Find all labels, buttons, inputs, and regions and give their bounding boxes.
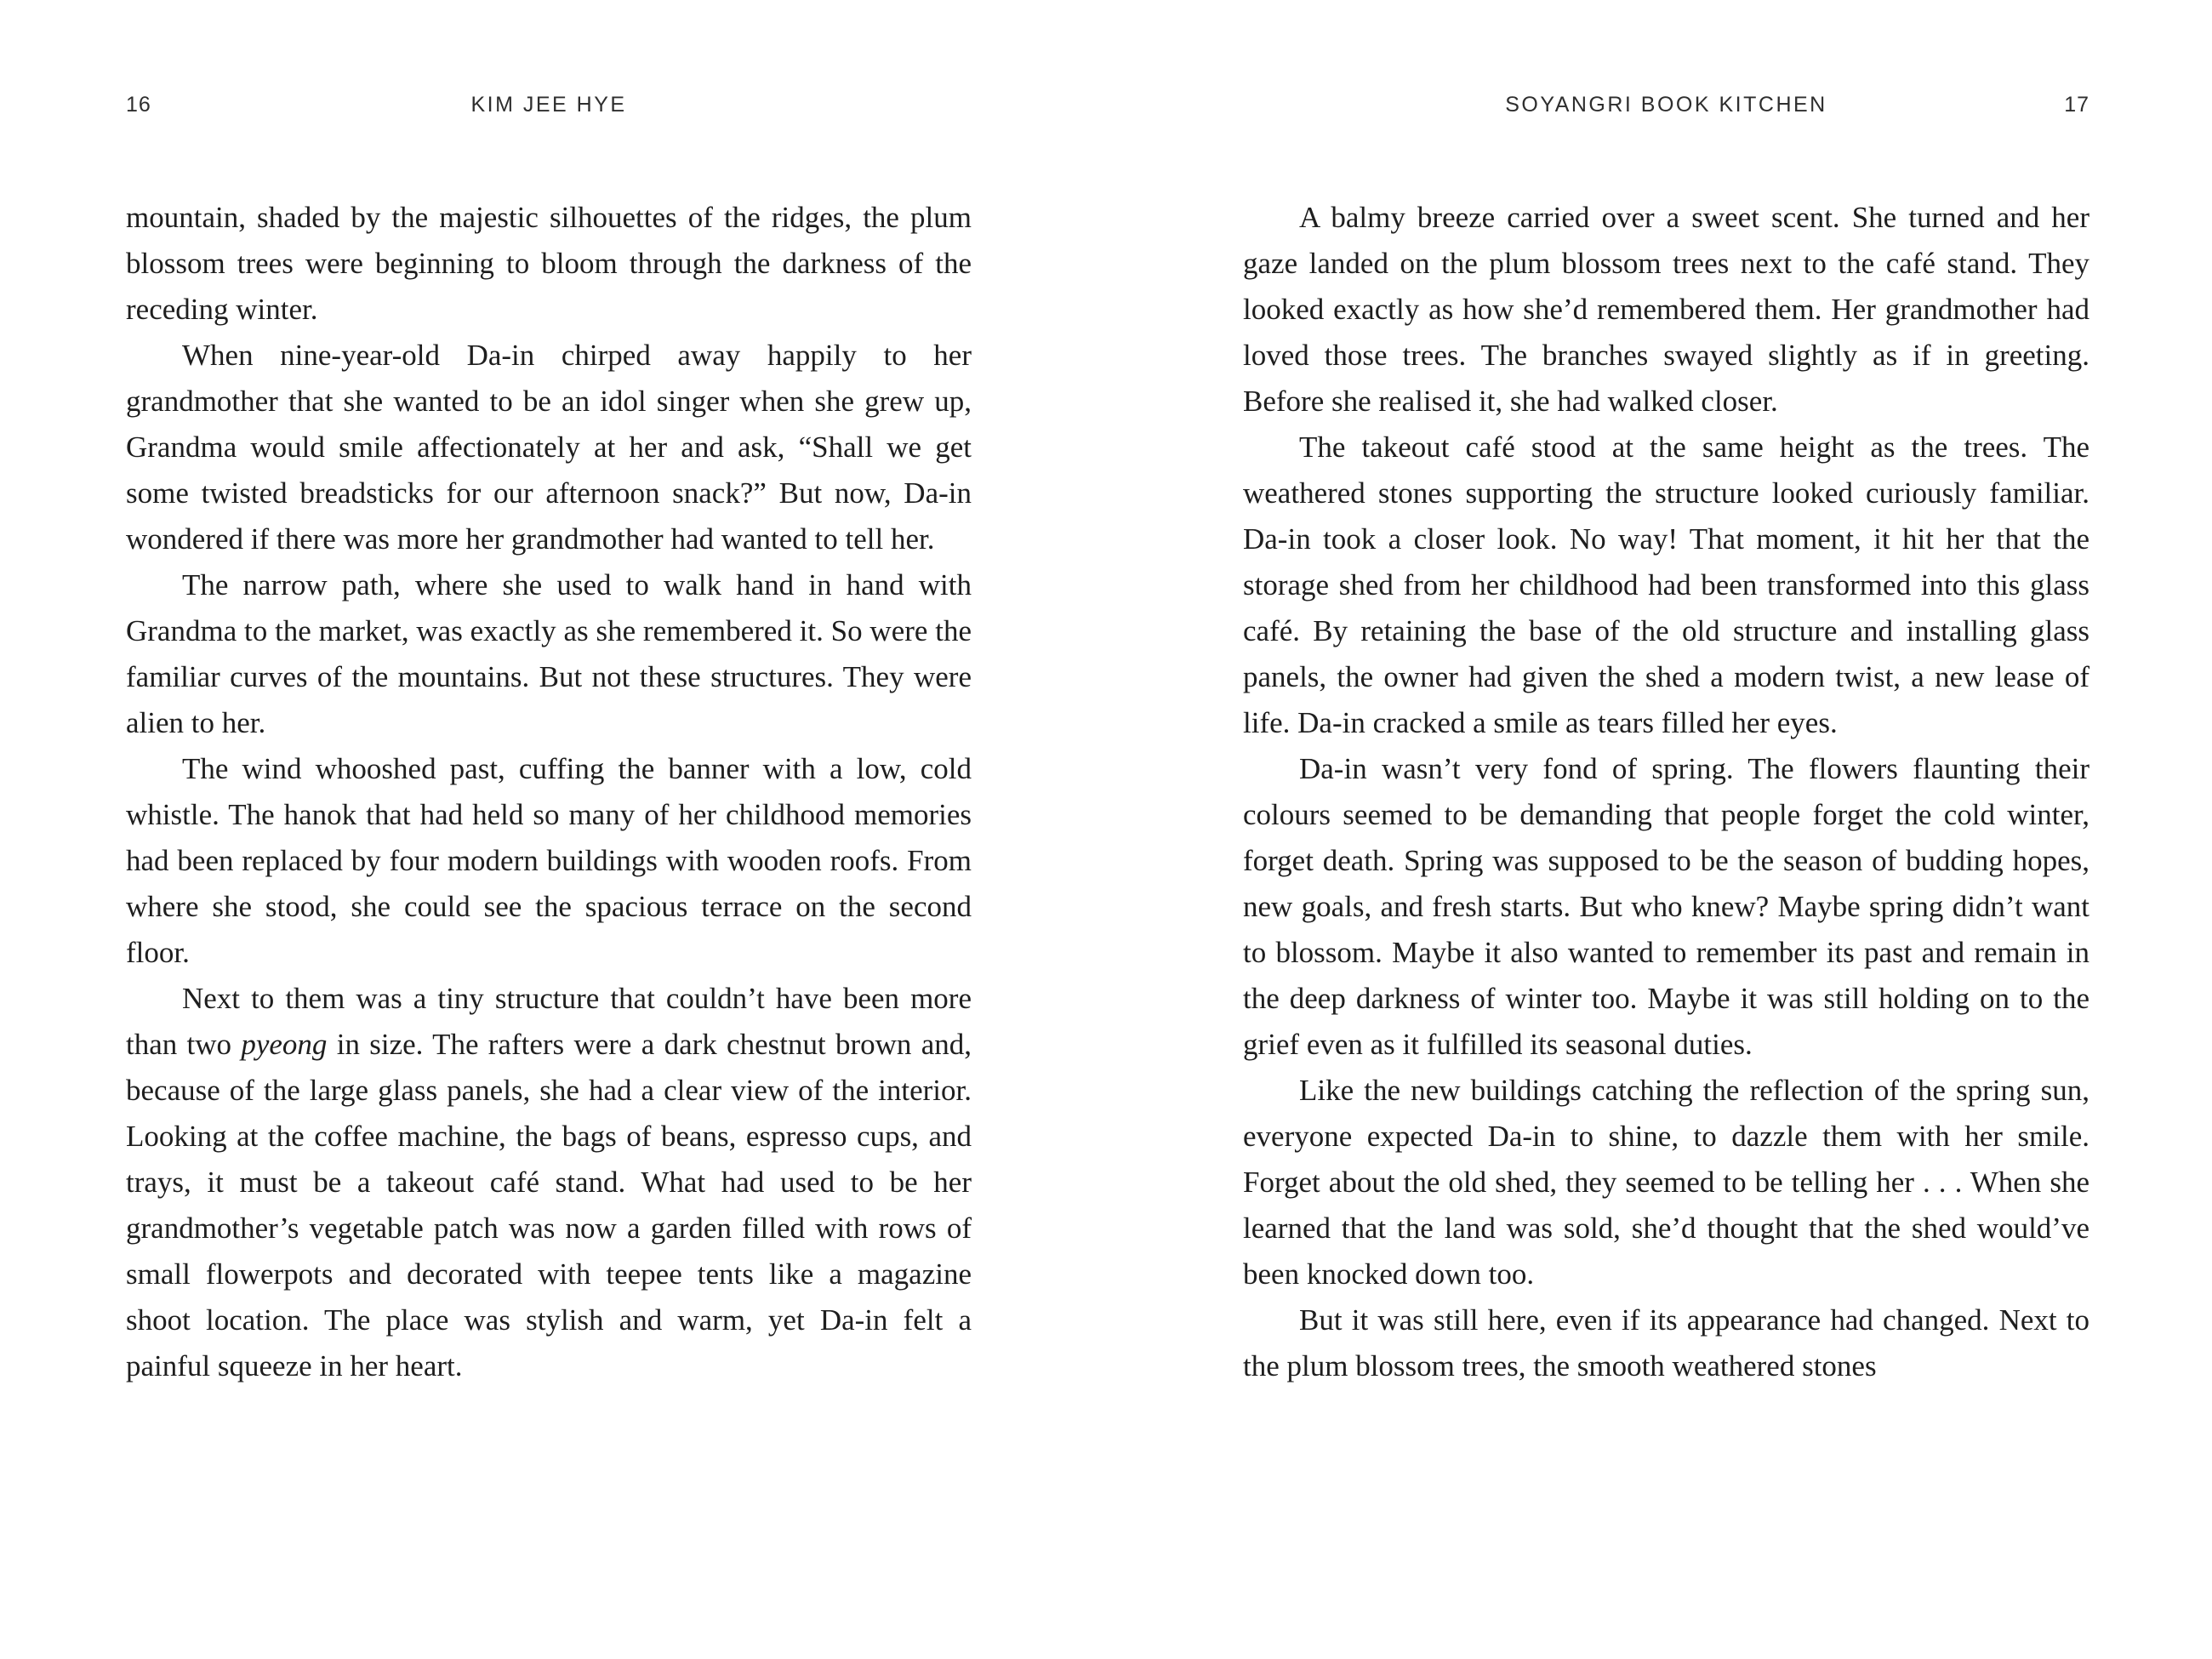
text-run: Next to them was a tiny structure that couldn’t have been more than two — [126, 982, 972, 1061]
text-run: in size. The rafters were a dark chestnut brown and, because of the large glass panels, she had a clear view of the interior. Looking at the coffee machine, the bags of beans, espresso cups, and trays, it must be a takeout café stand. What had used to be her grandmother’s vegetable patch was now a garden filled with rows of small flowerpots and decorated with teepee tents like a magazine shoot location. The place was stylish and warm, yet Da-in felt a painful squeeze in her heart. — [126, 1028, 972, 1382]
text-run: mountain, shaded by the majestic silhouettes of the ridges, the plum blossom trees were beginning to bloom through the darkness of the receding winter. — [126, 201, 972, 326]
paragraph — [126, 333, 972, 562]
page-number-right: 17 — [2064, 93, 2089, 117]
running-header-left — [126, 90, 972, 119]
paragraph — [1243, 1297, 2089, 1389]
page-right — [1243, 0, 2089, 1659]
paragraph — [1243, 1068, 2089, 1297]
running-head-book-title: SOYANGRI BOOK KITCHEN — [1505, 93, 1827, 117]
text-run: The takeout café stood at the same height as the trees. The weathered stones supporting the structure looked curiously familiar. Da-in took a closer look. No way! That moment, it hit her that the storage shed from her childhood had been transformed into this glass café. By retaining the base of the old structure and installing glass panels, the owner had given the shed a modern twist, a new lease of life. Da-in cracked a smile as tears filled her eyes. — [1243, 430, 2089, 739]
text-run: Da-in wasn’t very fond of spring. The flowers flaunting their colours seemed to be demanding that people forget the cold winter, forget death. Spring was supposed to be the season of budding hopes, new goals, and fresh starts. But who knew? Maybe spring didn’t want to blossom. Maybe it also wanted to remember its past and remain in the deep darkness of winter too. Maybe it was still holding on to the grief even as it fulfilled its seasonal duties. — [1243, 752, 2089, 1061]
text-run: A balmy breeze carried over a sweet scent. She turned and her gaze landed on the plum blossom trees next to the café stand. They looked exactly as how she’d remembered them. Her grandmother had loved those trees. The branches swayed slightly as if in greeting. Before she realised it, she had walked closer. — [1243, 201, 2089, 418]
page-left — [126, 0, 972, 1659]
paragraph — [1243, 746, 2089, 1068]
text-run: Like the new buildings catching the reflection of the spring sun, everyone expected Da-in to shine, to dazzle them with her smile. Forget about the old shed, they seemed to be telling her . . . When she learned that the land was sold, she’d thought that the shed would’ve been knocked down too. — [1243, 1074, 2089, 1291]
text-run: When nine-year-old Da-in chirped away happily to her grandmother that she wanted to be an idol singer when she grew up, Grandma would smile affectionately at her and ask, “Shall we get some twisted breadsticks for our afternoon snack?” But now, Da-in wondered if there was more her grandmother had wanted to tell her. — [126, 339, 972, 556]
page-number-left: 16 — [126, 93, 151, 117]
text-run: The narrow path, where she used to walk hand in hand with Grandma to the market, was exactly as she remembered it. So were the familiar curves of the mountains. But not these structures. They were alien to her. — [126, 568, 972, 739]
running-head-author: KIM JEE HYE — [470, 93, 627, 117]
italic-text: pyeong — [241, 1028, 328, 1061]
text-run: The wind whooshed past, cuffing the banner with a low, cold whistle. The hanok that had held so many of her childhood memories had been replaced by four modern buildings with wooden roofs. From where she stood, she could see the spacious terrace on the second floor. — [126, 752, 972, 969]
running-header-right — [1243, 90, 2089, 119]
paragraph — [126, 562, 972, 746]
paragraph — [1243, 195, 2089, 425]
paragraph — [126, 195, 972, 333]
text-run: But it was still here, even if its appearance had changed. Next to the plum blossom trees, the smooth weathered stones — [1243, 1303, 2089, 1382]
paragraph — [126, 976, 972, 1389]
paragraph — [126, 746, 972, 976]
body-text-left — [126, 195, 972, 1389]
body-text-right — [1243, 195, 2089, 1389]
paragraph — [1243, 425, 2089, 746]
